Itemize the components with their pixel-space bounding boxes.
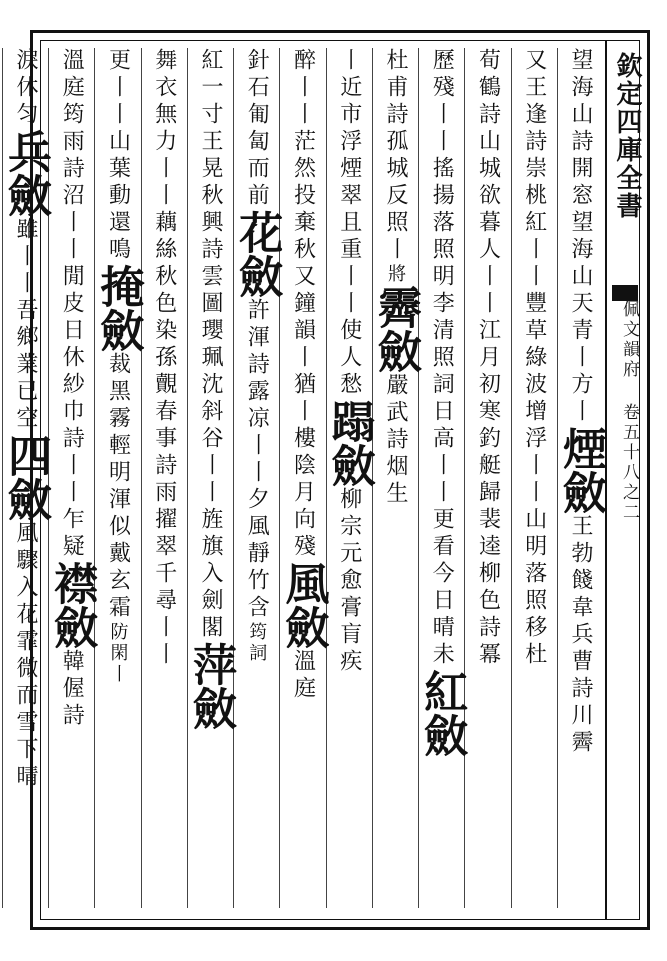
entry-heading: 花斂: [231, 210, 283, 298]
entry-heading: 煙斂: [555, 426, 606, 514]
text-column: [231, 48, 283, 908]
text-column: [46, 48, 98, 908]
text-segment: 紅一寸王晃秋興詩雲圖瓔珮沈斜谷丨丨旌旗入劍閣: [198, 48, 223, 642]
entry-heading: 紅斂: [416, 669, 468, 757]
entry-heading: 風斂: [277, 561, 329, 649]
text-segment: 韓偓詩: [59, 649, 85, 730]
text-segment: 許渾詩露凉丨丨夕風靜竹含: [244, 298, 270, 622]
text-segment: 溫庭筠雨詩沼丨丨閒: [59, 48, 85, 291]
text-segment: 舞衣無力丨丨藕絲秋色染孫覿春事詩雨擢翠千尋丨丨: [151, 48, 177, 669]
text-segment: 更丨丨山葉動還鳴: [105, 48, 131, 264]
text-columns: [0, 48, 606, 908]
text-segment: 王勃餞韋兵曹詩川霽: [568, 514, 593, 757]
text-column: [0, 48, 2, 908]
text-segment: 溫庭: [290, 649, 316, 703]
text-segment: 秋又鐘韻丨猶丨樓陰月向殘: [290, 237, 316, 561]
text-segment: 雖丨丨吾鄉業已空: [13, 217, 38, 433]
entry-heading: 兵斂: [0, 129, 51, 217]
entry-heading: 襟斂: [46, 561, 98, 649]
text-segment: 淚休匀: [13, 48, 38, 129]
text-column: [185, 48, 236, 908]
entry-heading: 四斂: [0, 433, 51, 521]
entry-heading: 萍斂: [185, 642, 236, 730]
text-segment: 風驟入花霏微而雪下晴: [13, 521, 38, 791]
text-segment: 針石匍匐而前: [244, 48, 270, 210]
book-title: 欽定四庫全書: [612, 52, 642, 220]
text-column: [141, 48, 187, 908]
entry-heading: 掩斂: [92, 264, 144, 352]
text-column: [370, 48, 421, 908]
text-segment: 筠詞: [246, 622, 268, 664]
text-column: [464, 48, 510, 908]
text-segment: 望海山詩開窓望海山天青丨方丨: [568, 48, 593, 426]
text-segment: 防閑丨: [107, 622, 129, 685]
text-segment: 丨近市浮煙翠且重: [336, 48, 362, 264]
text-segment: 浮丨丨山明落照移杜: [521, 426, 547, 669]
text-segment: 皮日休紗巾詩丨丨乍疑: [59, 291, 85, 561]
text-column: [277, 48, 329, 908]
text-column: [555, 48, 606, 908]
text-segment: 將: [385, 264, 406, 285]
text-segment: 裁黑霧輕明渾似戴玄霜: [105, 352, 131, 622]
text-segment: 丨丨使人愁: [336, 264, 362, 399]
text-column: [323, 48, 375, 908]
text-segment: 柳宗元愈膏肓疾: [336, 487, 362, 676]
text-segment: 歷殘丨丨搖揚落照明李清照詞日高丨丨更看今日晴未: [429, 48, 455, 669]
text-segment: 杜甫詩孤城反照丨: [383, 48, 408, 264]
entry-heading: 霽斂: [370, 285, 421, 373]
text-column: [416, 48, 468, 908]
text-segment: 醉丨丨茫然投棄: [290, 48, 316, 237]
fish-tail-mark: [612, 285, 638, 301]
text-column: [92, 48, 144, 908]
text-segment: 又王逢詩崇桃紅丨丨豐草綠波增: [521, 48, 547, 426]
text-column: [511, 48, 557, 908]
text-segment: 荀鶴詩山城欲暮人丨丨江月初寒釣艇歸裴逵柳色詩冪: [475, 48, 501, 669]
text-column: [0, 48, 51, 908]
entry-heading: 蹋斂: [323, 399, 375, 487]
volume-label: 佩文韻府 卷五十八之二: [619, 300, 639, 523]
text-segment: 嚴武詩烟生: [383, 373, 408, 508]
